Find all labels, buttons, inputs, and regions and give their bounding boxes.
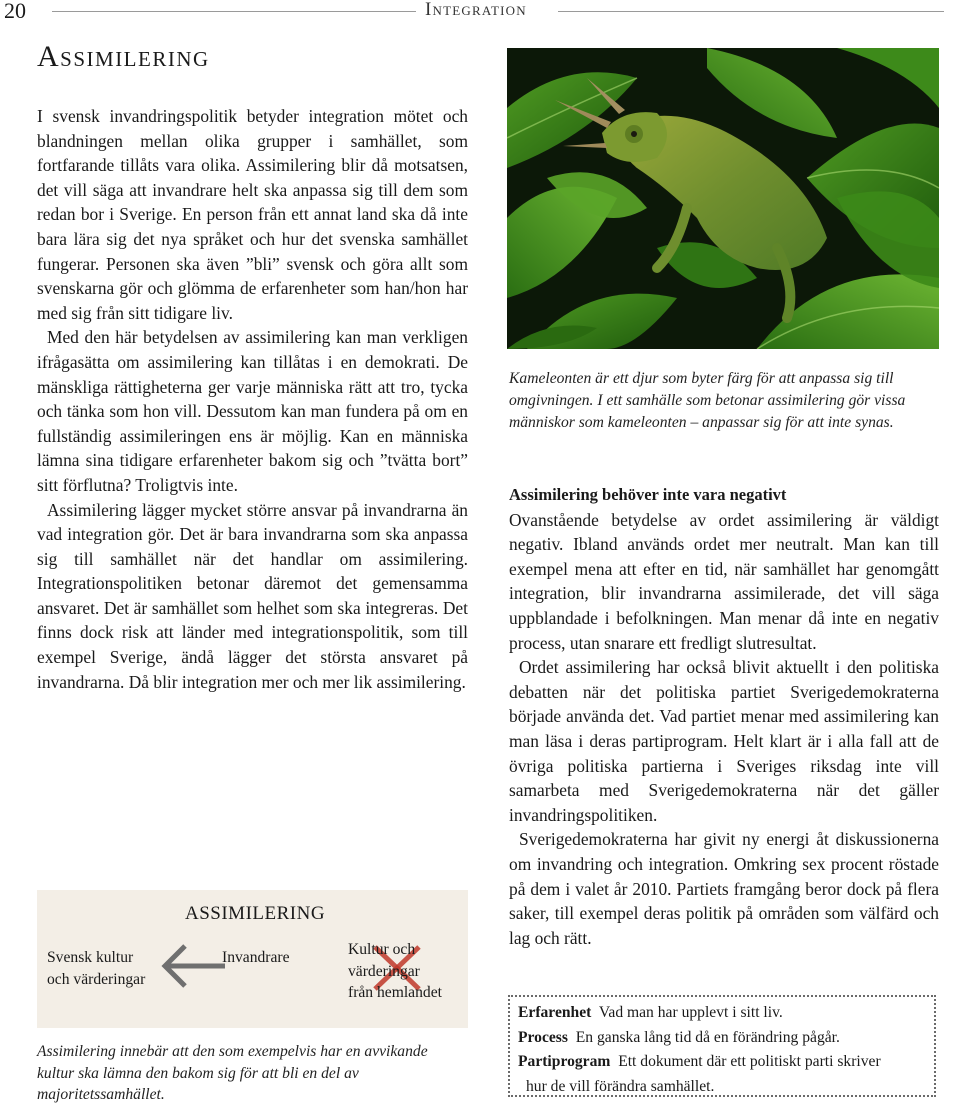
chevron-left-arrow-icon [155, 942, 229, 990]
left-column-text [37, 104, 468, 694]
body-paragraph: Med den här betydelsen av assimilering kan man verkligen ifrågasätta om assimilering kan tillåtas i en demokrati. De mänskliga rättigheterna ger varje människa rätt att tro, tycka och tänka som hon vill. Dessutom kan man fundera på om en fullständig assimileringen ens är möjlig. Kan en människa lämna sina tidigare erfarenheter bakom sig och ”tvätta bort” sitt förflutna? Troligtvis inte. [37, 327, 468, 495]
glossary-box [508, 995, 936, 1097]
right-subheading: Assimilering behöver inte vara negativt [509, 485, 787, 504]
glossary-definition-continued: hur de vill förändra samhället. [526, 1077, 715, 1095]
diagram-label-line: Svensk kultur [47, 949, 134, 966]
body-paragraph: Ovanstående betydelse av ordet assimilering är väldigt negativ. Ibland används ordet mer neutralt. Man kan till exempel mena att efter en tid, när samhället har genomgått integration, blir invandrarna assimilerade, det vill säga uppblandade i befolkningen. Man menar då inte en negativ process, utan snarare ett fredligt slutresultat. [509, 509, 939, 653]
body-paragraph: I svensk invandringspolitik betyder integration mötet och blandningen mellan olika grupper i samhället, som fortfarande tillåts vara olika. Assimilering blir då motsatsen, det vill säga att invandrare helt ska anpassa sig till dem som redan bor i Sverige. En person från ett annat land ska då inte bara lära sig det nya språket och hur det svenska samhället fungerar. Personen ska även ”bli” svensk och göra allt som svenskarna gör och glömma de erfarenheter som han/hon har med sig från sitt tidigare liv. [37, 106, 468, 323]
diagram-immigrant-label: Invandrare [222, 949, 290, 966]
diagram-label-line: Kultur och [348, 941, 416, 958]
body-paragraph: Sverigedemokraterna har givit ny energi åt diskussionerna om invandring och integration. Omkring sex procent röstade på dem i valet år 2010. Partiets framgång beror dock på flera saker, till exempel deras politik på områden som välfärd och lag och rätt. [509, 829, 939, 948]
chameleon-photo [507, 48, 939, 349]
glossary-definition: Vad man har upplevt i sitt liv. [598, 1004, 783, 1021]
right-column-text [509, 483, 939, 950]
header-rule-right [558, 11, 944, 12]
glossary-definition: En ganska lång tid då en förändring pågår. [575, 1028, 840, 1046]
diagram-home-culture-label [348, 939, 468, 1004]
glossary-term: Partiprogram [518, 1053, 611, 1070]
page-number: 20 [4, 0, 26, 23]
glossary-definition: Ett dokument där ett politiskt parti skriver [618, 1053, 881, 1070]
glossary-entry [518, 1026, 926, 1051]
diagram-label-line: från hemlandet [348, 984, 442, 1001]
diagram-swedish-culture-label [47, 947, 172, 990]
glossary-entry [518, 1001, 926, 1026]
assimilation-diagram [37, 890, 468, 1028]
photo-caption: Kameleonten är ett djur som byter färg för att anpassa sig till omgivningen. I ett samhälle som betonar assimilering gör vissa människor som kameleonten – anpassar sig för att inte synas. [509, 370, 906, 431]
section-title: Integration [425, 0, 527, 20]
body-paragraph: Assimilering lägger mycket större ansvar på invandrarna än vad integration gör. Det är bara invandrarna som ska anpassa sig till samhället när det handlar om assimilering. Integrationspolitiken betonar däremot det gemensamma ansvaret. Det är samhället som helhet som ska integreras. Det finns dock risk att länder med integrationspolitik, som till exempel Sverige, ändå lägger det största ansvaret på invandrarna. Då blir integration mer och mer lik assimilering. [37, 499, 468, 692]
diagram-title: ASSIMILERING [185, 903, 326, 924]
body-paragraph: Ordet assimilering har också blivit aktuellt i den politiska debatten när det politiska partiet Sverigedemokraterna började använda det. Vad partiet menar med assimilering kan man läsa i deras partiprogram. Helt klart är i alla fall att de övriga politiska partierna i Sveriges riksdag inte vill samarbeta med Sverigedemokraterna när det gäller invandringspolitiken. [509, 657, 939, 825]
glossary-term: Process [518, 1028, 568, 1046]
diagram-label-line: värderingar [348, 962, 420, 980]
glossary-entry [518, 1050, 926, 1075]
diagram-caption: Assimilering innebär att den som exempelvis har en avvikande kultur ska lämna den bakom sig för att bli en del av majoritetssamhället. [37, 1043, 428, 1103]
glossary-term: Erfarenhet [518, 1004, 592, 1021]
chameleon-illustration [507, 48, 939, 349]
article-heading: Assimilering [37, 40, 210, 73]
diagram-label-line: och värderingar [47, 970, 146, 988]
header-rule-left [52, 11, 416, 12]
